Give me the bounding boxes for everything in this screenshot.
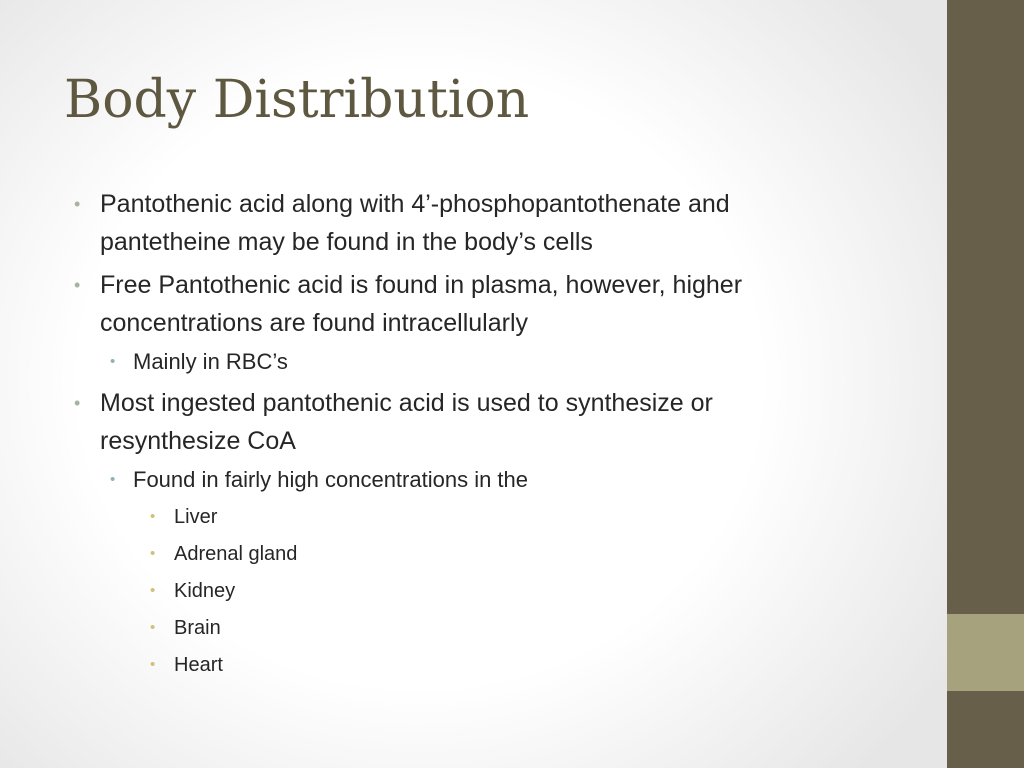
bullet-item <box>70 384 870 460</box>
organ-list-item <box>70 613 870 643</box>
bullet-dot-icon: • <box>150 619 156 636</box>
sub-bullet-item <box>70 465 870 495</box>
sub-bullet-text: Found in fairly high concentrations in the <box>133 467 529 492</box>
organ-list-item <box>70 576 870 606</box>
bullet-dot-icon: • <box>110 471 116 488</box>
organ-label: Adrenal gland <box>174 543 298 565</box>
bullet-dot-icon: • <box>74 393 81 413</box>
sub-bullet-item <box>70 347 870 377</box>
bullet-text-line: Pantothenic acid along with 4’-phosphopantothenate and <box>100 190 730 218</box>
bullet-text-line: resynthesize CoA <box>100 427 296 455</box>
slide-body <box>70 185 870 687</box>
bullet-dot-icon: • <box>150 545 156 562</box>
organ-list-item <box>70 650 870 680</box>
bullet-dot-icon: • <box>150 508 156 525</box>
bullet-text-line: pantetheine may be found in the body’s cells <box>100 228 593 256</box>
organ-label: Brain <box>174 617 221 639</box>
bullet-item <box>70 266 870 342</box>
slide-title: Body Distribution <box>64 70 530 130</box>
bullet-dot-icon: • <box>74 194 81 214</box>
bullet-text-line: Free Pantothenic acid is found in plasma, however, higher <box>100 271 743 299</box>
organ-list-item <box>70 502 870 532</box>
bullet-text-line: Most ingested pantothenic acid is used to synthesize or <box>100 389 713 417</box>
sub-bullet-text: Mainly in RBC’s <box>133 349 288 374</box>
bullet-dot-icon: • <box>150 656 156 673</box>
organ-list-item <box>70 539 870 569</box>
bullet-item <box>70 185 870 261</box>
bullet-dot-icon: • <box>110 353 116 370</box>
bullet-dot-icon: • <box>74 275 81 295</box>
organ-label: Heart <box>174 654 223 676</box>
bullet-dot-icon: • <box>150 582 156 599</box>
organ-label: Liver <box>174 506 218 528</box>
bullet-text-line: concentrations are found intracellularly <box>100 309 529 337</box>
side-decor-accent <box>947 614 1024 691</box>
organ-label: Kidney <box>174 580 236 602</box>
